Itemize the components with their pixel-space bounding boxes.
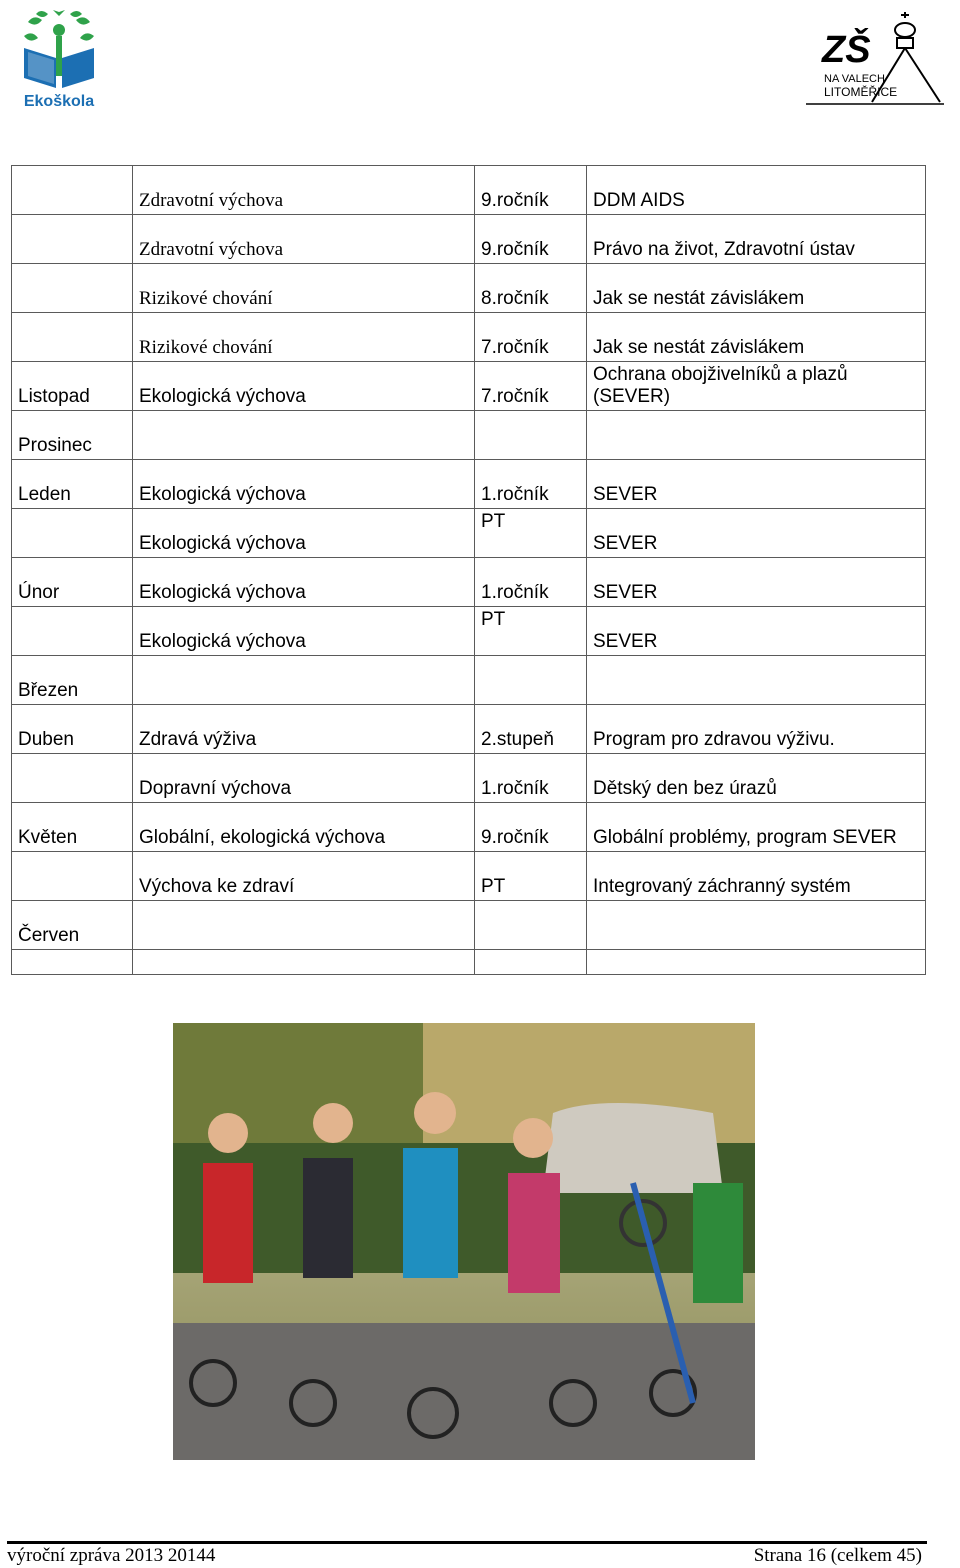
grade-cell: 9.ročník: [475, 215, 587, 264]
table-row: [12, 460, 926, 509]
table-row: [12, 558, 926, 607]
empty-cell: [133, 950, 475, 975]
subject-cell: [133, 901, 475, 950]
month-cell: Listopad: [12, 362, 133, 411]
school-logo-line1: NA VALECH: [824, 73, 885, 85]
subject-cell: Rizikové chování: [133, 264, 475, 313]
activity-cell: Jak se nestát závislákem: [587, 313, 926, 362]
activity-cell: SEVER: [587, 509, 926, 558]
grade-cell: 9.ročník: [475, 803, 587, 852]
table-row: [12, 313, 926, 362]
grade-cell: 7.ročník: [475, 362, 587, 411]
subject-cell: Zdravotní výchova: [133, 166, 475, 215]
activity-cell: Ochrana obojživelníků a plazů (SEVER): [587, 362, 926, 411]
subject-cell: Zdravá výživa: [133, 705, 475, 754]
school-logo-line2: LITOMĚŘICE: [824, 85, 898, 99]
grade-cell: 1.ročník: [475, 460, 587, 509]
month-cell: [12, 754, 133, 803]
subject-cell: [133, 411, 475, 460]
month-cell: Květen: [12, 803, 133, 852]
subject-cell: Rizikové chování: [133, 313, 475, 362]
activity-cell: DDM AIDS: [587, 166, 926, 215]
grade-cell: PT: [475, 509, 587, 558]
table-row: [12, 656, 926, 705]
footer-report-title: výroční zpráva 2013 20144: [7, 1545, 216, 1566]
table-row: [12, 362, 926, 411]
empty-cell: [475, 950, 587, 975]
table-row: [12, 166, 926, 215]
subject-cell: Zdravotní výchova: [133, 215, 475, 264]
empty-cell: [587, 950, 926, 975]
subject-cell: Ekologická výchova: [133, 558, 475, 607]
activity-cell: Program pro zdravou výživu.: [587, 705, 926, 754]
month-cell: Březen: [12, 656, 133, 705]
activity-cell: [587, 901, 926, 950]
subject-cell: Ekologická výchova: [133, 509, 475, 558]
activity-cell: Právo na život, Zdravotní ústav: [587, 215, 926, 264]
table-row: [12, 411, 926, 460]
footer-page-number: Strana 16 (celkem 45): [753, 1545, 922, 1566]
grade-cell: 8.ročník: [475, 264, 587, 313]
table-row: [12, 705, 926, 754]
table-row: [12, 803, 926, 852]
grade-cell: 9.ročník: [475, 166, 587, 215]
activity-cell: SEVER: [587, 607, 926, 656]
month-cell: Prosinec: [12, 411, 133, 460]
grade-cell: [475, 901, 587, 950]
activity-table: [11, 165, 926, 975]
grade-cell: 1.ročník: [475, 754, 587, 803]
footer-rule: [7, 1541, 927, 1544]
grade-cell: PT: [475, 852, 587, 901]
table-row-end: [12, 950, 926, 975]
table-row: [12, 852, 926, 901]
activity-cell: Globální problémy, program SEVER: [587, 803, 926, 852]
grade-cell: 1.ročník: [475, 558, 587, 607]
month-cell: [12, 166, 133, 215]
empty-cell: [12, 950, 133, 975]
grade-cell: PT: [475, 607, 587, 656]
grade-cell: 7.ročník: [475, 313, 587, 362]
month-cell: Červen: [12, 901, 133, 950]
subject-cell: Globální, ekologická výchova: [133, 803, 475, 852]
activity-cell: [587, 656, 926, 705]
subject-cell: Ekologická výchova: [133, 362, 475, 411]
activity-cell: [587, 411, 926, 460]
ekoskola-logo-text: Ekoškola: [23, 93, 95, 110]
grade-cell: [475, 411, 587, 460]
school-logo: [800, 8, 950, 110]
activity-cell: Jak se nestát závislákem: [587, 264, 926, 313]
activity-cell: SEVER: [587, 558, 926, 607]
month-cell: Leden: [12, 460, 133, 509]
month-cell: [12, 852, 133, 901]
subject-cell: [133, 656, 475, 705]
activity-cell: Integrovaný záchranný systém: [587, 852, 926, 901]
grade-cell: 2.stupeň: [475, 705, 587, 754]
month-cell: [12, 264, 133, 313]
activity-cell: Dětský den bez úrazů: [587, 754, 926, 803]
activity-cell: SEVER: [587, 460, 926, 509]
grade-cell: [475, 656, 587, 705]
table-row: [12, 264, 926, 313]
ekoskola-logo: [18, 8, 100, 112]
subject-cell: Dopravní výchova: [133, 754, 475, 803]
month-cell: [12, 215, 133, 264]
subject-cell: Ekologická výchova: [133, 460, 475, 509]
table-row: [12, 215, 926, 264]
school-logo-zs: ZŠ: [822, 29, 871, 71]
month-cell: Únor: [12, 558, 133, 607]
month-cell: [12, 313, 133, 362]
table-row: [12, 901, 926, 950]
table-row: [12, 509, 926, 558]
table-row: [12, 607, 926, 656]
subject-cell: Výchova ke zdraví: [133, 852, 475, 901]
month-cell: [12, 607, 133, 656]
table-row: [12, 754, 926, 803]
month-cell: Duben: [12, 705, 133, 754]
subject-cell: Ekologická výchova: [133, 607, 475, 656]
photo-children-with-scooters: [173, 1023, 755, 1460]
month-cell: [12, 509, 133, 558]
